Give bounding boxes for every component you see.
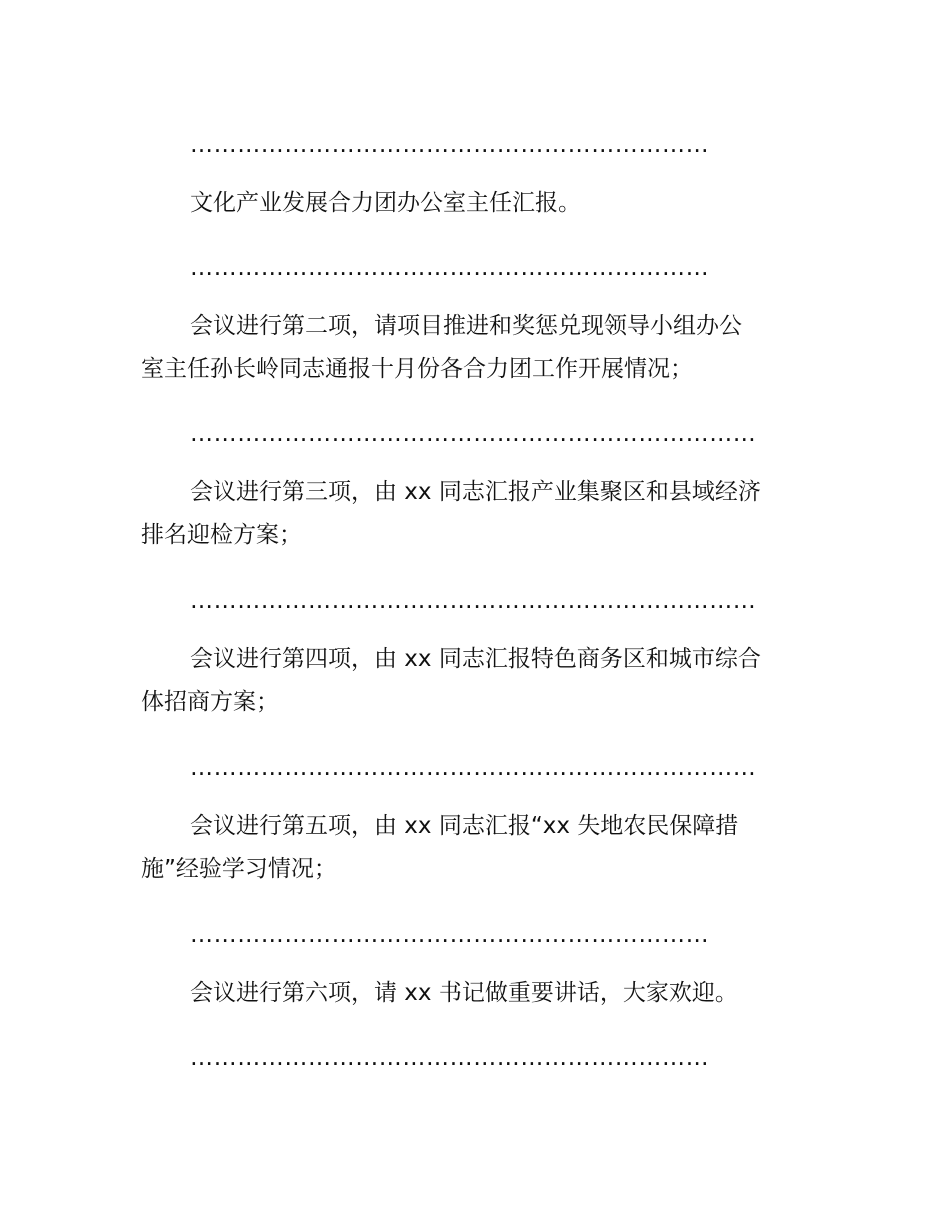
paragraph-line: 施”经验学习情况； (141, 856, 337, 882)
paragraph-line: 体招商方案； (141, 689, 279, 715)
ellipsis-line: ………………………………………………………… (190, 132, 710, 158)
paragraph-line: 会议进行第五项，由 xx 同志汇报“xx 失地农民保障措 (190, 813, 739, 839)
paragraph-line: 室主任孙长岭同志通报十月份各合力团工作开展情况； (141, 356, 693, 382)
ellipsis-line: ……………………………………………………………… (190, 755, 757, 781)
ellipsis-line: ……………………………………………………………… (190, 588, 757, 614)
paragraph-line: 会议进行第四项，由 xx 同志汇报特色商务区和城市综合 (190, 646, 761, 672)
ellipsis-line: ………………………………………………………… (190, 922, 710, 948)
ellipsis-line: ……………………………………………………………… (190, 421, 757, 447)
paragraph-line: 文化产业发展合力团办公室主任汇报。 (190, 190, 581, 216)
ellipsis-line: ………………………………………………………… (190, 1045, 710, 1071)
paragraph-line: 会议进行第六项，请 xx 书记做重要讲话，大家欢迎。 (190, 980, 738, 1006)
paragraph-line: 会议进行第三项，由 xx 同志汇报产业集聚区和县域经济 (190, 479, 761, 505)
paragraph-line: 会议进行第二项，请项目推进和奖惩兑现领导小组办公 (190, 313, 742, 339)
paragraph-line: 排名迎检方案； (141, 522, 302, 548)
ellipsis-line: ………………………………………………………… (190, 255, 710, 281)
